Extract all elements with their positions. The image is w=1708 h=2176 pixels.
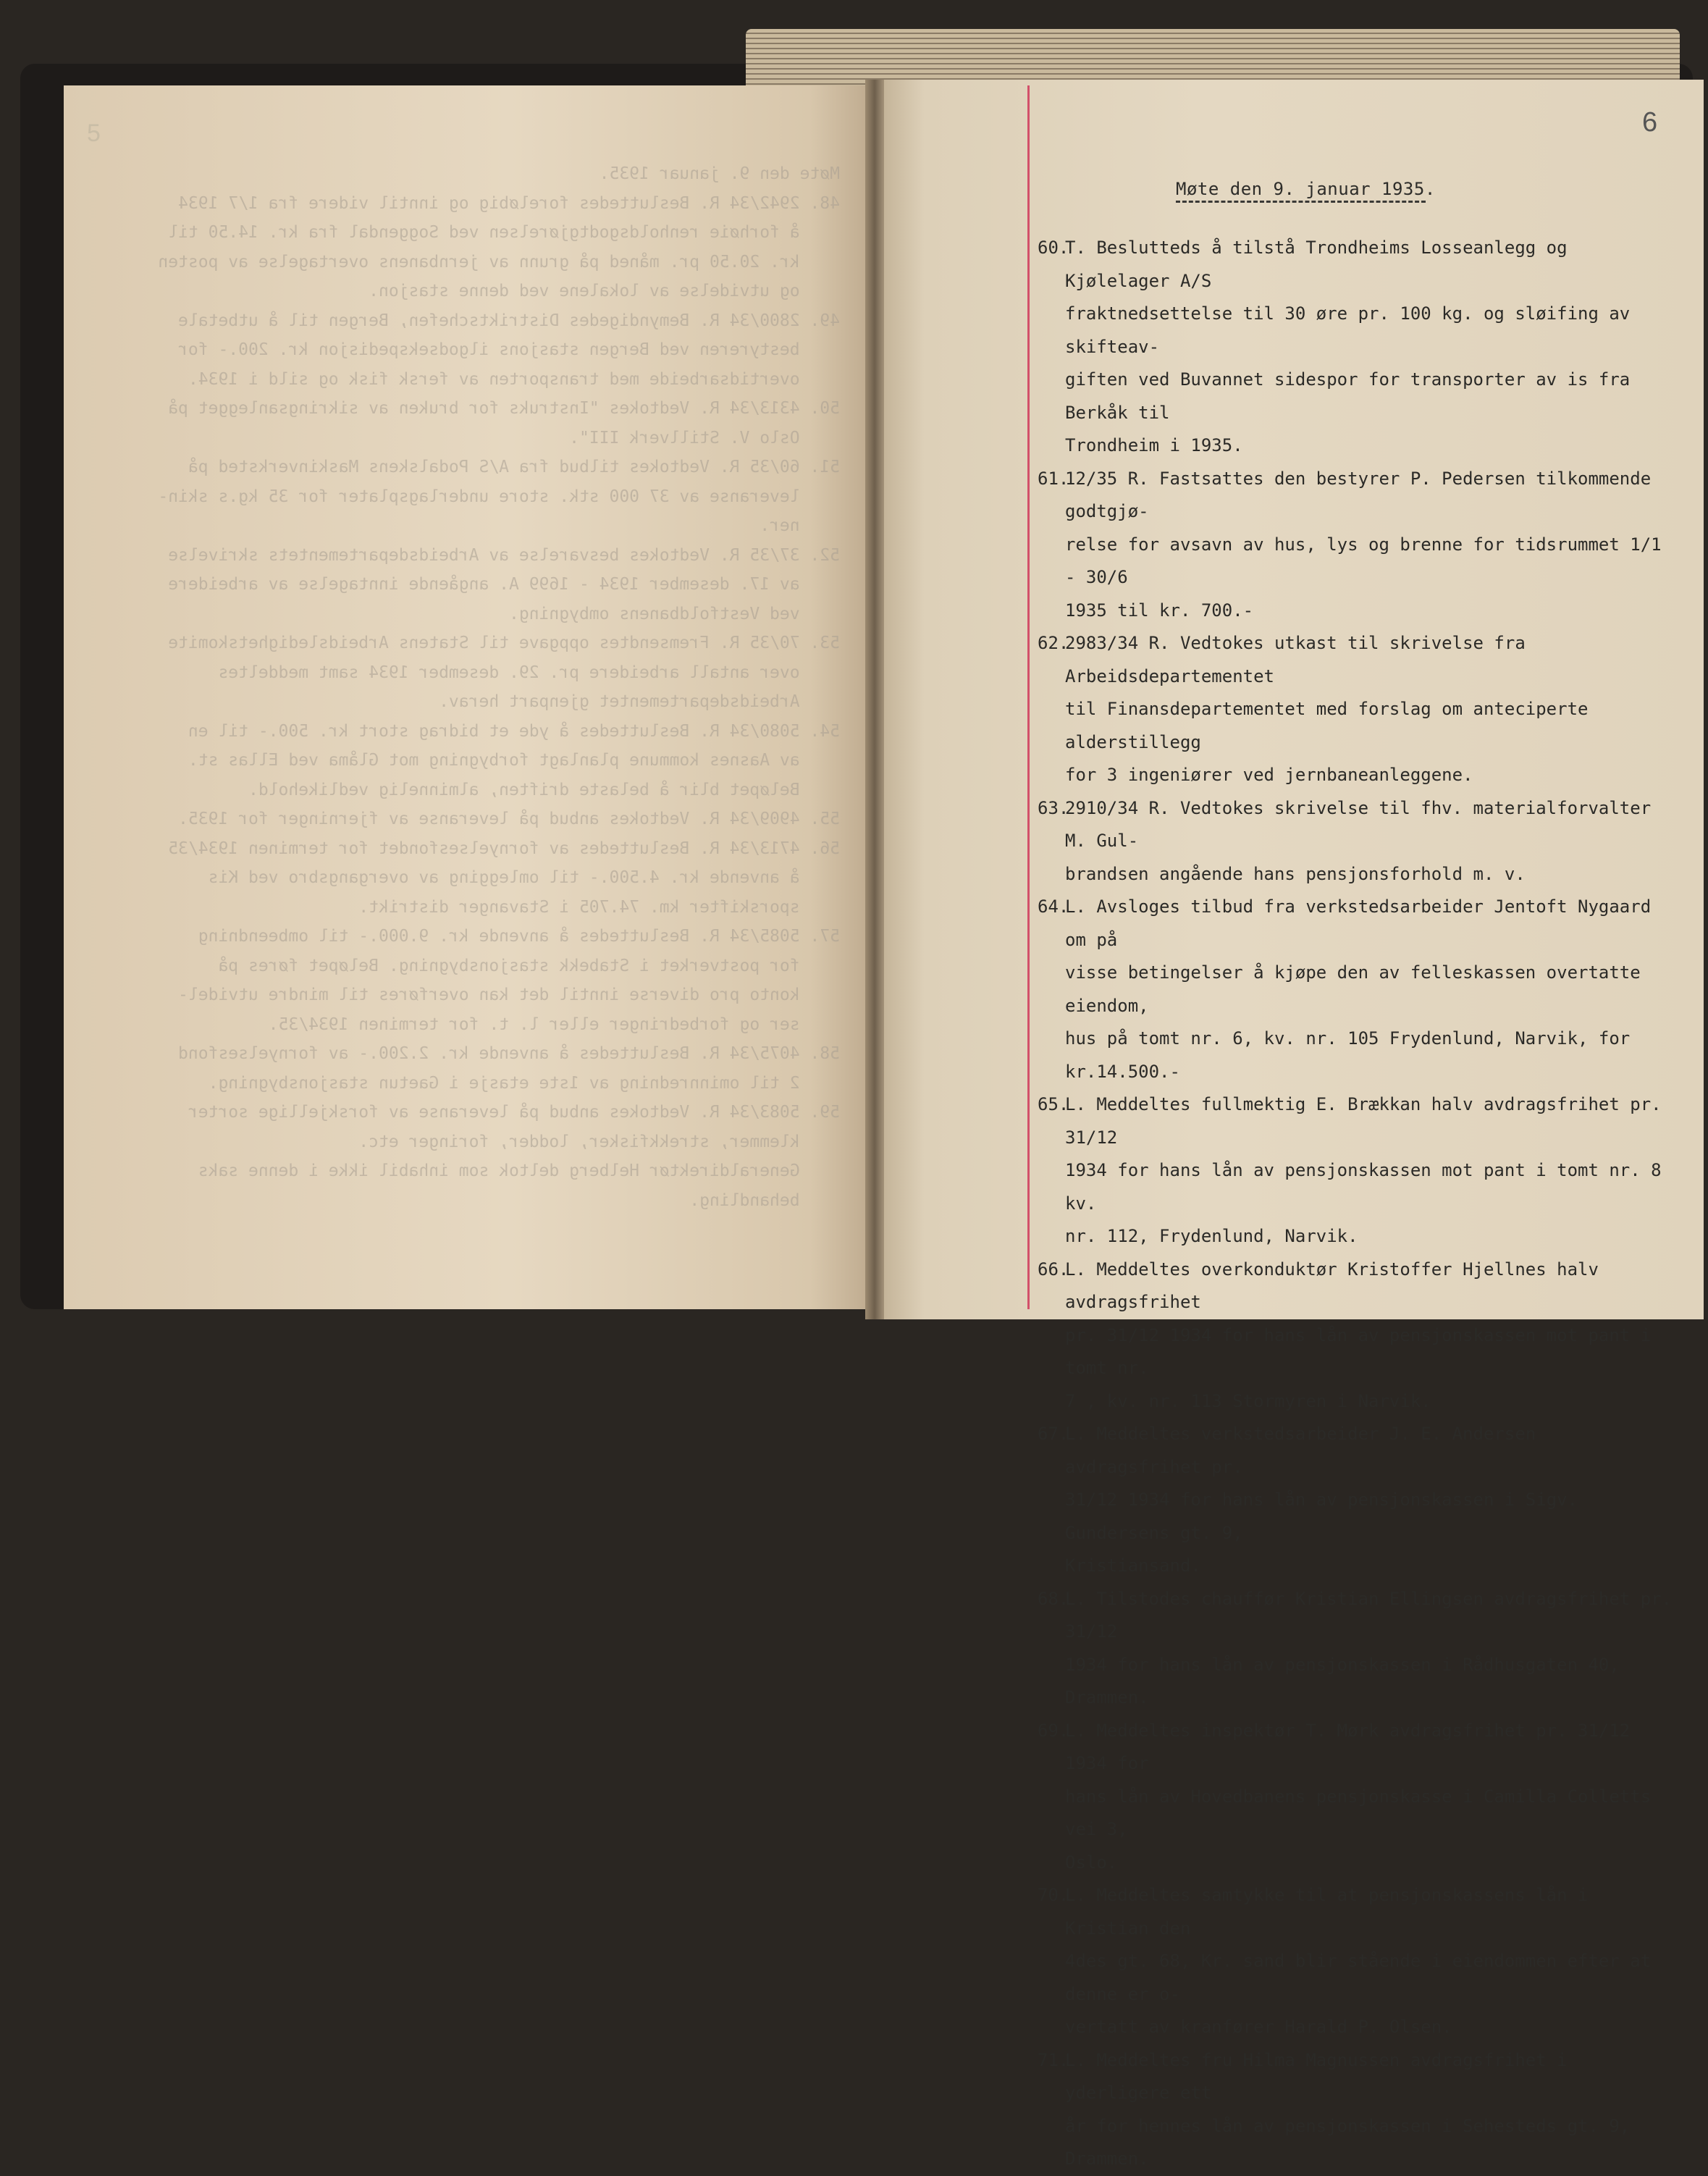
entry-number: 61. xyxy=(1038,468,1069,489)
entry-text: L. Meddeltes samtykke til at pensjonskassens lån i Kristian den 4des gt. 68, Kr. sand blir stående i eiendommen efter at denne er o- vertatt av kranfører Harald P. Olsen. xyxy=(1065,1885,1652,2037)
entry-number: 60. xyxy=(1038,238,1069,258)
minutes-entry xyxy=(1038,463,1682,628)
entry-text: L. Meddeltes fullmektig E. Brækkan halv avdragsfrihet pr. 31/12 1934 for hans lån av pensjonskassen mot pant i tomt nr. 8 kv. nr. 112, Frydenlund, Narvik. xyxy=(1065,1094,1662,1246)
minutes-entry xyxy=(1038,1715,1682,1880)
minutes-entry xyxy=(1038,1253,1682,1419)
book-gutter xyxy=(865,80,884,1319)
ghost-page-number: 5 xyxy=(87,119,101,147)
entry-number: 65. xyxy=(1038,1094,1069,1114)
entry-number: 69. xyxy=(1038,1720,1069,1741)
entry-text: T. Beslutteds å tilstå Trondheims Losseanlegg og Kjølelager A/S fraktnedsettelse til 30 øre pr. 100 kg. og sløifing av skifteav- giften ved Buvannet sidespor for transporter av is fra Berkåk til Trondheim i 1935. xyxy=(1065,238,1631,455)
entry-text: L. Meddeltes verkstedsarbeider J. E. Andersen avdragsfrihet pr. 31/12 1934 for hans lån av pensjonskassen i Sigv. Gundersens gt. 9, Kristiansand. xyxy=(1065,1424,1578,1576)
minutes-entry xyxy=(1038,891,1682,1088)
entry-number: 63. xyxy=(1038,797,1069,818)
entry-text: L. Meddeltes fru Hilma Magnussen avdragsfrihet i yderligere ett år for hennes lån av pensjonskassen i Sehesteds gt. 9, Drammen. xyxy=(1065,2049,1631,2169)
entry-number: 67. xyxy=(1038,1424,1069,1444)
entry-text: 2983/34 R. Vedtokes utkast til skrivelse fra Arbeidsdepartementet til Finansdepartementet med forslag om anteciperte alderstillegg for 3 ingeniører ved jernbaneanleggene. xyxy=(1065,633,1589,785)
entry-number: 66. xyxy=(1038,1259,1069,1280)
minutes-entry xyxy=(1038,232,1682,463)
entry-number: 70. xyxy=(1038,1885,1069,1905)
entry-number: 71. xyxy=(1038,2049,1069,2070)
entry-text: 12/35 R. Fastsattes den bestyrer P. Pedersen tilkommende godtgjø- relse for avsavn av hus, lys og brenne for tidsrummet 1/1 - 30/6 1935 til kr. 700.- xyxy=(1065,468,1662,621)
entry-number: 68. xyxy=(1038,1588,1069,1609)
heading-underline xyxy=(1176,201,1426,203)
minutes-entry xyxy=(1038,1088,1682,1253)
entry-text: L. Meddeltes overkonduktør Kristoffer Hjellnes halv avdragsfrihet pr. 31/12 1934 for hans lån av pensjonskassen mot pant i tomt nr. 7 , kv. nr. 113 Stormyren i Narvik. xyxy=(1065,1259,1652,1411)
meeting-heading: Møte den 9. januar 1935. xyxy=(1176,179,1436,199)
minutes-entry xyxy=(1038,792,1682,891)
entry-number: 62. xyxy=(1038,633,1069,653)
entry-text: L. Tilstodes chauffør Kristian Ellingsen avdragsfrihet pr. 31/12 1934 for hans lån av pensjonskassen i Rådhusgaten 40, Drammen. xyxy=(1065,1588,1673,1707)
entry-number: 64. xyxy=(1038,896,1069,917)
minutes-entry xyxy=(1038,2044,1682,2176)
minutes-entry xyxy=(1038,1583,1682,1715)
entry-text: L. Avsloges tilbud fra verkstedsarbeider Jentoft Nygaard om på visse betingelser å kjøpe den av felleskassen overtatte eiendom, hus på tomt nr. 6, kv. nr. 105 Frydenlund, Narvik, for kr.14.500.- xyxy=(1065,896,1652,1082)
minutes-entry xyxy=(1038,1418,1682,1583)
entry-text: 2910/34 R. Vedtokes skrivelse til fhv. materialforvalter M. Gul- brandsen angående hans pensjonsforhold m. v. xyxy=(1065,797,1652,884)
left-page-bleed-through-text: Møte den 9. januar 1935. 48. 2942/34 R. Besluttedes foreløbig og inntil videre fra 1/7 1934 å forhøie renholdsgodtgjørelsen ved Soggendal fra kr. 14.50 til kr. 20.50 pr. måned på grunn av jernbanens overtagelse av posten og utvidelse av lokalene ved denne stasjon. 49. 2800/34 R. Bemyndigedes Distriktschefen, Bergen til å utbetale bestyreren ved Bergen stasjons ilgodsekspedisjon kr. 200.- for overtidsarbeide med transporten av fersk fisk og sild i 1934. 50. 4313/34 R. Vedtokes "Instruks for bruken av sikringsanlegget på Oslo V. Stillverk III". 51. 60/35 R. Vedtokes tilbud fra A/S Podalskens Maskinverksted på leveranse av 37 000 stk. store underlagsplater for 35 kg.s skin- ner. 52. 37/35 R. Vedtokes besvarelse av Arbeidsdepartementets skrivelse av 17. desember 1934 - 1699 A. angående inntagelse av arbeidere ved Vestfoldbanens ombygning. 53. 70/35 R. Fremsendtes oppgave til Statens Arbeidsledighetskomite over antall arbeidere pr. 29. desember 1934 samt meddeltes Arbeidsdepartementet gjenpart herav. 54. 5080/34 R. Besluttedes å yde et bidrag stort kr. 500.- til en av Aasnes kommune planlagt forbygning mot Glåma ved Ellas st. Beløpet blir å belaste driften, alminnelig vedlikehold. 55. 4909/34 R. Vedtokes anbud på leveranse av fjerninger for 1935. 56. 4713/34 R. Besluttedes av fornyelsesfondet for terminen 1934/35 å anvende kr. 4.500.- til omlegging av overgangsbro ved Kis sporskifter km. 74.705 i Stavanger distrikt. 57. 5085/34 R. Besluttedes å anvende kr. 9.000.- til ombeendning for postverket i Stabekk stasjonsbygning. Beløpet føres på konto pro diverse inntil det kan overføres til mindre utvidel- ser og forbedringer eller l. t. for terminen 1934/35. 58. 4075/34 R. Besluttedes å anvende kr. 2.200.- av fornyelsesfond 2 til ominnredning av 1ste etasje i Gaetun stasjonsbygning. 59. 5083/34 R. Vedtokes anbud på leveranse av forskjellige sorter klemmer, strekkfisker, lodder, foringer etc. Generaldirektør Helberg deltok som inhabil ikke i denne saks behandling. xyxy=(158,164,840,1210)
page-number: 6 xyxy=(1642,107,1658,138)
minutes-entry xyxy=(1038,627,1682,792)
minutes-entries xyxy=(1038,232,1682,2176)
entry-text: L. Meddeltes inspektør T. Mørk avdragsfrihet pr. 31/12 1934 for hans lån av Hovedbanens pensjonskasse i Camilla Colletts vei 3, Oslo. xyxy=(1065,1720,1652,1873)
red-margin-line xyxy=(1027,85,1030,1309)
minutes-entry xyxy=(1038,1879,1682,2044)
